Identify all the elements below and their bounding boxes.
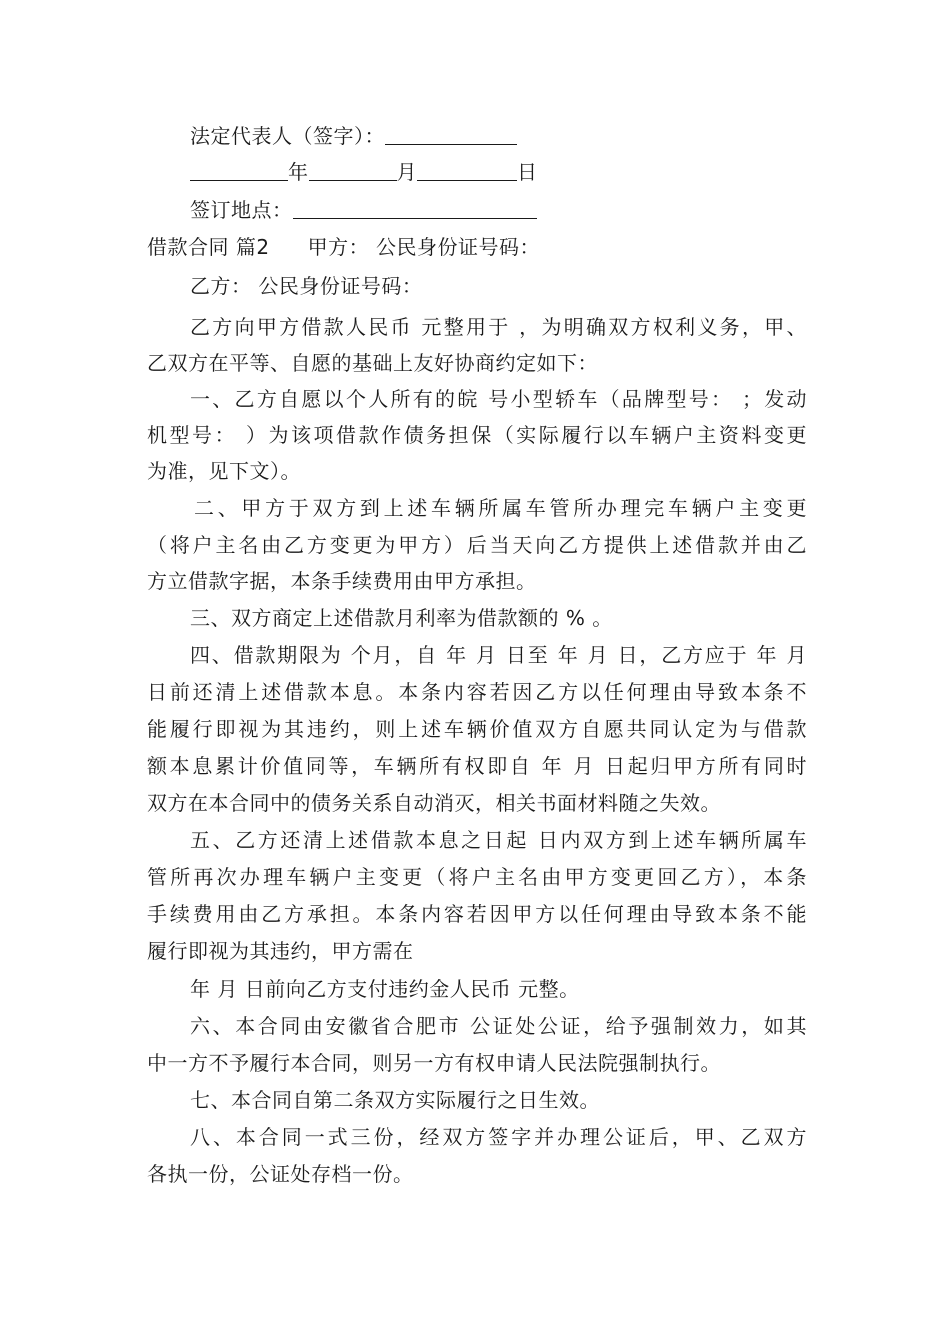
clause-4-line-5: 双方在本合同中的债务关系自动消灭，相关书面材料随之失效。 [147,791,721,815]
clause-4-line-3: 能履行即视为其违约，则上述车辆价值双方自愿共同认定为与借款 [147,717,807,741]
clause-8-line-2: 各执一份，公证处存档一份。 [147,1162,414,1186]
place-line [190,196,807,224]
contract-title: 借款合同 篇2 [147,235,270,259]
clause-1-line-1: 一、乙方自愿以个人所有的皖 号小型轿车（品牌型号： ；发动 [190,387,807,411]
clause-2-line-3: 方立借款字据，本条手续费用由甲方承担。 [147,569,537,593]
clause-1-line-3: 为准，见下文）。 [147,459,301,483]
clause-2-line-2: （将户主名由乙方变更为甲方）后当天向乙方提供上述借款并由乙 [147,533,807,557]
party-b-line: 乙方： 公民身份证号码： [190,274,423,298]
legal-rep-blank [385,124,517,145]
date-year-label: 年 [288,160,309,184]
clause-1-line-2: 机型号： ）为该项借款作债务担保（实际履行以车辆户主资料变更 [147,423,807,447]
clause-2-line-1: 二、甲方于双方到上述车辆所属车管所办理完车辆户主变更 [194,496,807,520]
clause-5-line-1: 五、乙方还清上述借款本息之日起 日内双方到上述车辆所属车 [190,828,807,852]
legal-rep-line [190,122,807,150]
year-blank [190,160,288,181]
date-month-label: 月 [396,160,417,184]
legal-rep-label: 法定代表人（签字）： [190,124,385,148]
date-day-label: 日 [517,160,538,184]
clause-4-line-1: 四、借款期限为 个月，自 年 月 日至 年 月 日，乙方应于 年 月 [190,643,807,667]
clause-4-line-2: 日前还清上述借款本息。本条内容若因乙方以任何理由导致本条不 [147,680,807,704]
intro-line-2: 乙双方在平等、自愿的基础上友好协商约定如下： [147,351,598,375]
clause-5-line-2: 管所再次办理车辆户主变更（将户主名由甲方变更回乙方），本条 [147,865,807,889]
clause-5-line-5: 年 月 日前向乙方支付违约金人民币 元整。 [190,977,580,1001]
place-blank [293,198,537,219]
party-a-line: 甲方： 公民身份证号码： [307,235,540,259]
clause-5-line-3: 手续费用由乙方承担。本条内容若因甲方以任何理由导致本条不能 [147,902,807,926]
day-blank [417,160,517,181]
clause-8-line-1: 八、本合同一式三份，经双方签字并办理公证后，甲、乙双方 [190,1125,807,1149]
place-label: 签订地点： [190,198,293,222]
intro-line-1: 乙方向甲方借款人民币 元整用于 ，为明确双方权利义务，甲、 [190,315,807,339]
month-blank [309,160,397,181]
clause-5-line-4: 履行即视为其违约，甲方需在 [147,939,414,963]
contract-title-line [147,233,807,261]
date-line [190,158,807,186]
clause-6-line-1: 六、本合同由安徽省合肥市 公证处公证，给予强制效力，如其 [190,1014,807,1038]
clause-3-line-1: 三、双方商定上述借款月利率为借款额的 % 。 [190,606,613,630]
clause-4-line-4: 额本息累计价值同等，车辆所有权即自 年 月 日起归甲方所有同时 [147,754,807,778]
clause-6-line-2: 中一方不予履行本合同，则另一方有权申请人民法院强制执行。 [147,1051,721,1075]
clause-7-line-1: 七、本合同自第二条双方实际履行之日生效。 [190,1088,600,1112]
